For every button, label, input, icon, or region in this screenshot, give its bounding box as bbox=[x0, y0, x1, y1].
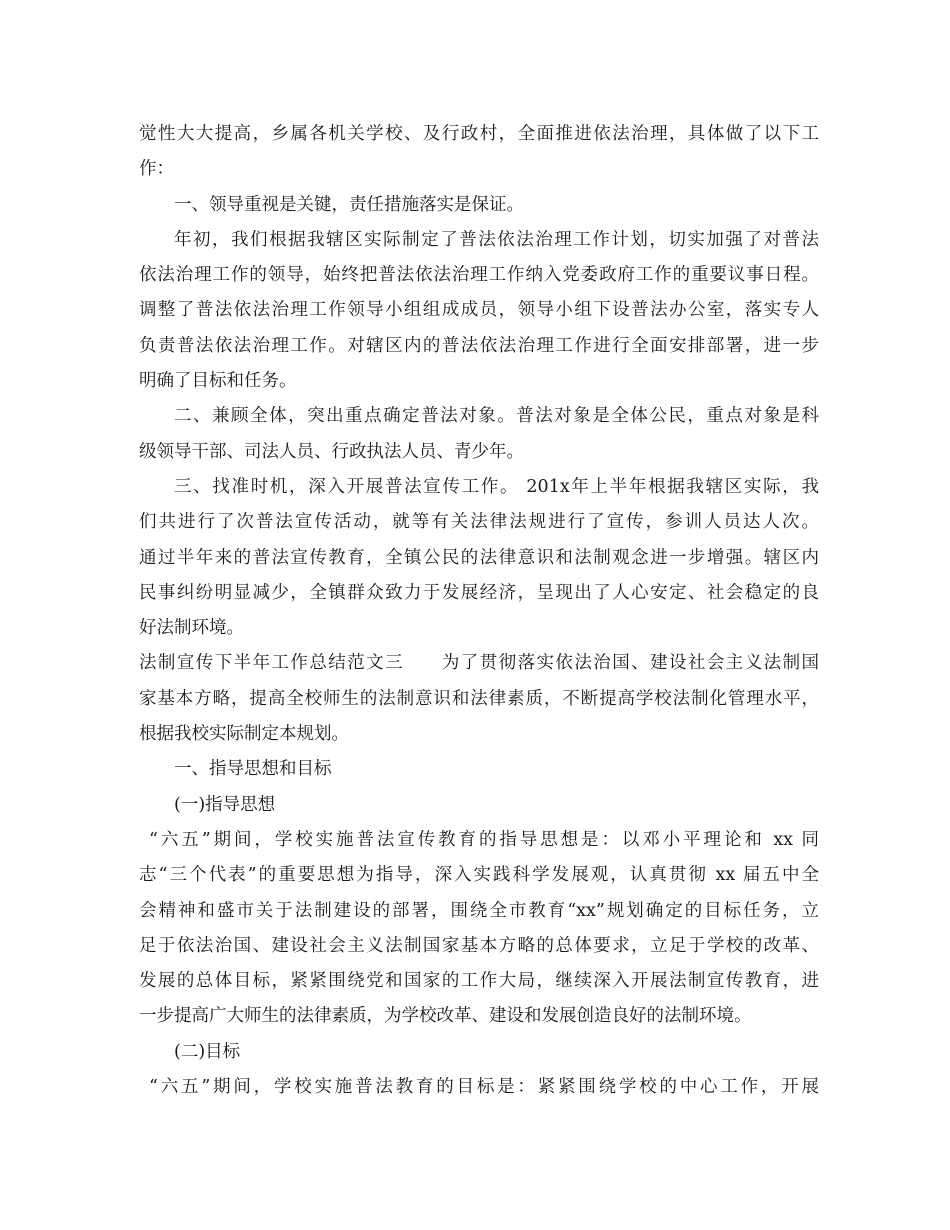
text-line: “六五”期间，学校实施普法宣传教育的指导思想是：以邓小平理论和 xx 同 bbox=[149, 829, 819, 850]
subsection-heading: (一)指导思想 bbox=[174, 794, 276, 815]
text-line: 级领导干部、司法人员、行政执法人员、青少年。 bbox=[139, 441, 524, 462]
section-heading: 三、找准时机，深入开展普法宣传工作。 201x年上半年根据我辖区实际，我 bbox=[174, 476, 819, 497]
text-line: 足于依法治国、建设社会主义法制国家基本方略的总体要求，立足于学校的改革、 bbox=[139, 935, 819, 956]
text-line: 觉性大大提高，乡属各机关学校、及行政村，全面推进依法治理，具体做了以下工 bbox=[139, 124, 819, 144]
section-heading: 一、领导重视是关键，责任措施落实是保证。 bbox=[174, 194, 524, 215]
text-line: 们共进行了次普法宣传活动，就等有关法律法规进行了宣传，参训人员达人次。 bbox=[139, 512, 819, 533]
text-line: 一步提高广大师生的法律素质，为学校改革、建设和发展创造良好的法制环境。 bbox=[139, 1006, 752, 1027]
document-body bbox=[139, 117, 819, 1105]
section-heading: 一、指导思想和目标 bbox=[174, 759, 332, 780]
text-line: 负责普法依法治理工作。对辖区内的普法依法治理工作进行全面安排部署，进一步 bbox=[139, 335, 819, 356]
text-line: 志“三个代表”的重要思想为指导，深入实践科学发展观，认真贯彻 xx 届五中全 bbox=[139, 865, 819, 886]
text-line: 法制宣传下半年工作总结范文三 为了贯彻落实依法治国、建设社会主义法制国 bbox=[139, 653, 819, 674]
text-line: 根据我校实际制定本规划。 bbox=[139, 724, 349, 745]
text-line: 调整了普法依法治理工作领导小组组成成员，领导小组下设普法办公室，落实专人 bbox=[139, 300, 819, 321]
subsection-heading: (二)目标 bbox=[174, 1041, 241, 1062]
text-line: 发展的总体目标，紧紧围绕党和国家的工作大局，继续深入开展法制宣传教育，进 bbox=[139, 971, 819, 992]
section-heading: 二、兼顾全体，突出重点确定普法对象。普法对象是全体公民，重点对象是科 bbox=[174, 406, 819, 427]
text-line: 年初，我们根据我辖区实际制定了普法依法治理工作计划，切实加强了对普法 bbox=[174, 229, 819, 250]
text-line: “六五”期间，学校实施普法教育的目标是：紧紧围绕学校的中心工作，开展 bbox=[149, 1077, 819, 1098]
text-line: 民事纠纷明显减少，全镇群众致力于发展经济，呈现出了人心安定、社会稳定的良 bbox=[139, 582, 819, 603]
text-line: 家基本方略，提高全校师生的法制意识和法律素质，不断提高学校法制化管理水平， bbox=[139, 688, 819, 709]
text-line: 好法制环境。 bbox=[139, 618, 244, 639]
text-line: 依法治理工作的领导，始终把普法依法治理工作纳入党委政府工作的重要议事日程。 bbox=[139, 265, 819, 286]
text-line: 作： bbox=[139, 159, 174, 180]
text-line: 明确了目标和任务。 bbox=[139, 371, 297, 392]
text-line: 通过半年来的普法宣传教育，全镇公民的法律意识和法制观念进一步增强。辖区内 bbox=[139, 547, 819, 568]
text-line: 会精神和盛市关于法制建设的部署，围绕全市教育“xx”规划确定的目标任务，立 bbox=[139, 900, 819, 921]
